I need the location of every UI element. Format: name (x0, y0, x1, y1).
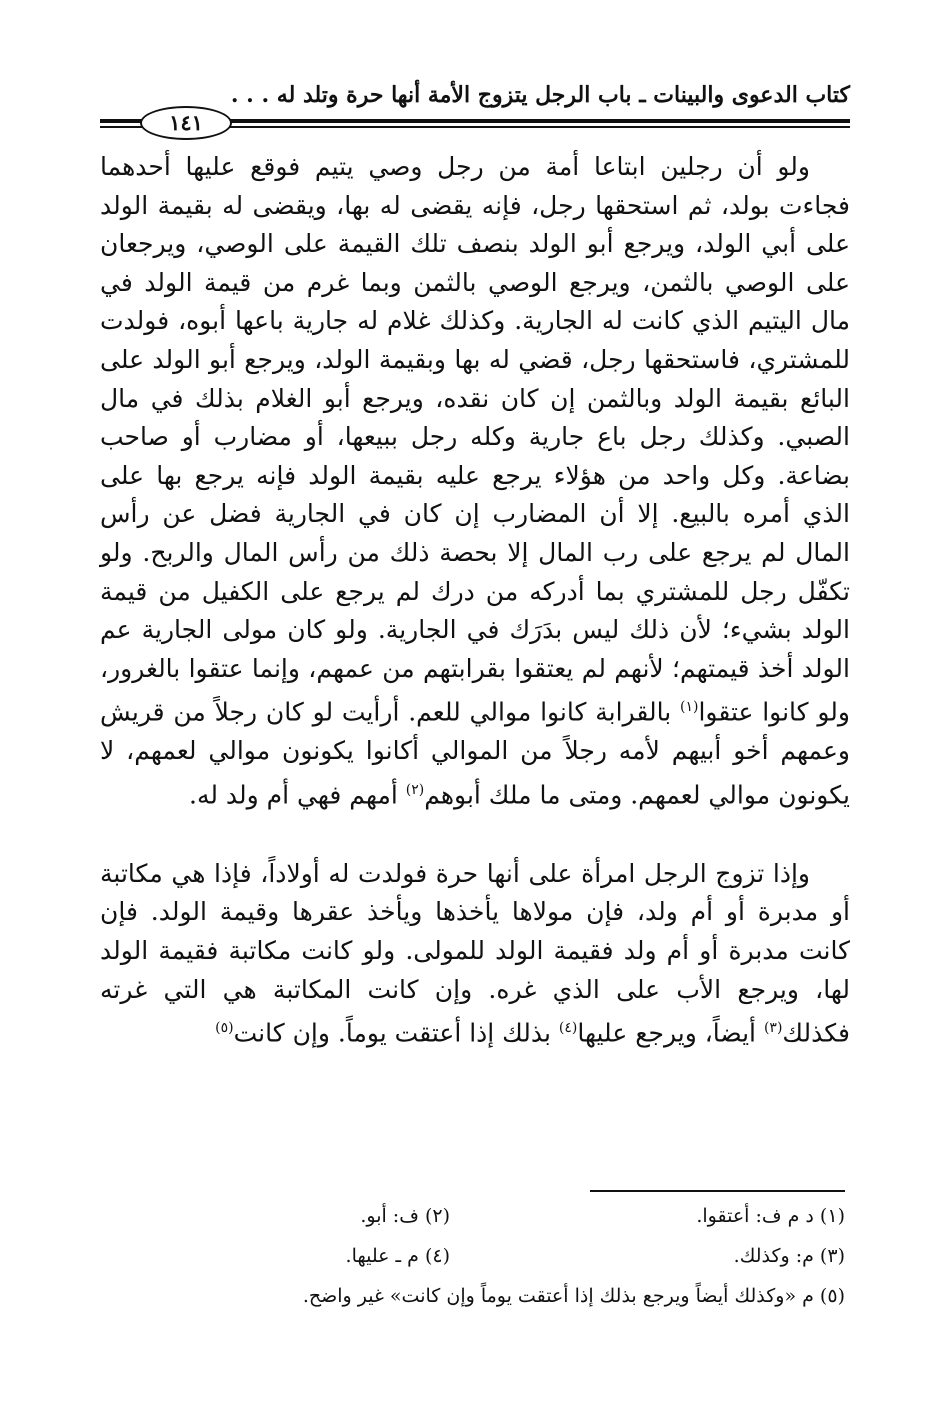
running-title: كتاب الدعوى والبينات ـ باب الرجل يتزوج الأمة أنها حرة وتلد له . . . (230, 82, 850, 108)
paragraph-2-text-b: أيضاً، ويرجع عليها (577, 1018, 764, 1048)
main-text (100, 148, 850, 1053)
footnote-4: (٤) م ـ عليها. (345, 1245, 450, 1267)
footnote-ref-5: (٥) (215, 1020, 234, 1037)
footnote-1: (١) د م ف: أعتقوا. (696, 1205, 845, 1227)
paragraph-2-text-c: بذلك إذا أعتقت يوماً. وإن كانت (233, 1018, 559, 1048)
footnote-5: (٥) م «وكذلك أيضاً ويرجع بذلك إذا أعتقت يوماً وإن كانت» غير واضح. (302, 1285, 845, 1307)
footnote-ref-3: (٣) (763, 1020, 783, 1037)
footnote-ref-1: (١) (679, 699, 699, 716)
paragraph-1-text-c: أمهم فهي أم ولد له. (189, 780, 406, 810)
page-header (100, 80, 850, 135)
page-number: ١٤١ (140, 106, 232, 140)
footnotes (100, 1205, 850, 1325)
paragraph-2-text: وإذا تزوج الرجل امرأة على أنها حرة فولدت له أولاداً، فإذا هي مكاتبة أو مدبرة أو أم ولد، فإن مولاها يأخذها ويأخذ عقرها وقيمة الولد. فإن كانت مدبرة أو أم ولد فقيمة الولد للمولى. ولو كانت مكاتبة فقيمة الولد لها، ويرجع الأب على الذي غره. وإن كانت المكاتبة هي التي غرته فكذلك (100, 858, 850, 1048)
paragraph-1 (100, 148, 850, 815)
footnote-ref-2: (٢) (405, 781, 425, 798)
paragraph-1-text: ولو أن رجلين ابتاعا أمة من رجل وصي يتيم فوقع عليها أحدهما فجاءت بولد، ثم استحقها رجل، فإنه يقضى له بها، ويقضى له بقيمة الولد على أبي الولد، ويرجع أبو الولد بنصف تلك القيمة على الوصي، ويرجعان على الوصي بالثمن، ويرجع الوصي بالثمن وبما غرم من قيمة الولد في مال اليتيم الذي كانت له الجارية. وكذلك غلام له جارية باعها أبوه، فولدت للمشتري، فاستحقها رجل، قضي له بها وبقيمة الولد، ويرجع أبو الولد على البائع بقيمة الولد وبالثمن إن كان نقده، ويرجع أبو الغلام بذلك في مال الصبي. وكذلك رجل باع جارية وكله رجل ببيعها، أو مضارب أو صاحب بضاعة. وكل واحد من هؤلاء يرجع عليه بقيمة الولد فإنه يرجع بها على الذي أمره بالبيع. إلا أن المضارب إن كان في الجارية فضل عن رأس المال لم يرجع على رب المال إلا بحصة ذلك من رأس المال والربح. ولو تكفّل رجل للمشتري بما أدركه من درك لم يرجع على الكفيل من قيمة الولد بشيء؛ لأن ذلك ليس بدَرَك في الجارية. ولو كان مولى الجارية عم الولد أخذ قيمتهم؛ لأنهم لم يعتقوا بقرابتهم من عمهم، وإنما عتقوا بالغرور، ولو كانوا عتقوا (100, 152, 850, 727)
footnote-2: (٢) ف: أبو. (360, 1205, 450, 1227)
footnote-ref-4: (٤) (558, 1020, 578, 1037)
footnote-separator (590, 1190, 845, 1192)
paragraph-1-text-b: بالقرابة كانوا موالي للعم. أرأيت لو كان رجلاً من قريش وعمهم أخو أبيهم لأمه رجلاً من الموالي أكانوا يكونون موالي لعمهم، لا يكونون موالي لعمهم. ومتى ما ملك أبوهم (100, 697, 850, 810)
paragraph-2 (100, 855, 850, 1053)
footnote-3: (٣) م: وكذلك. (733, 1245, 845, 1267)
